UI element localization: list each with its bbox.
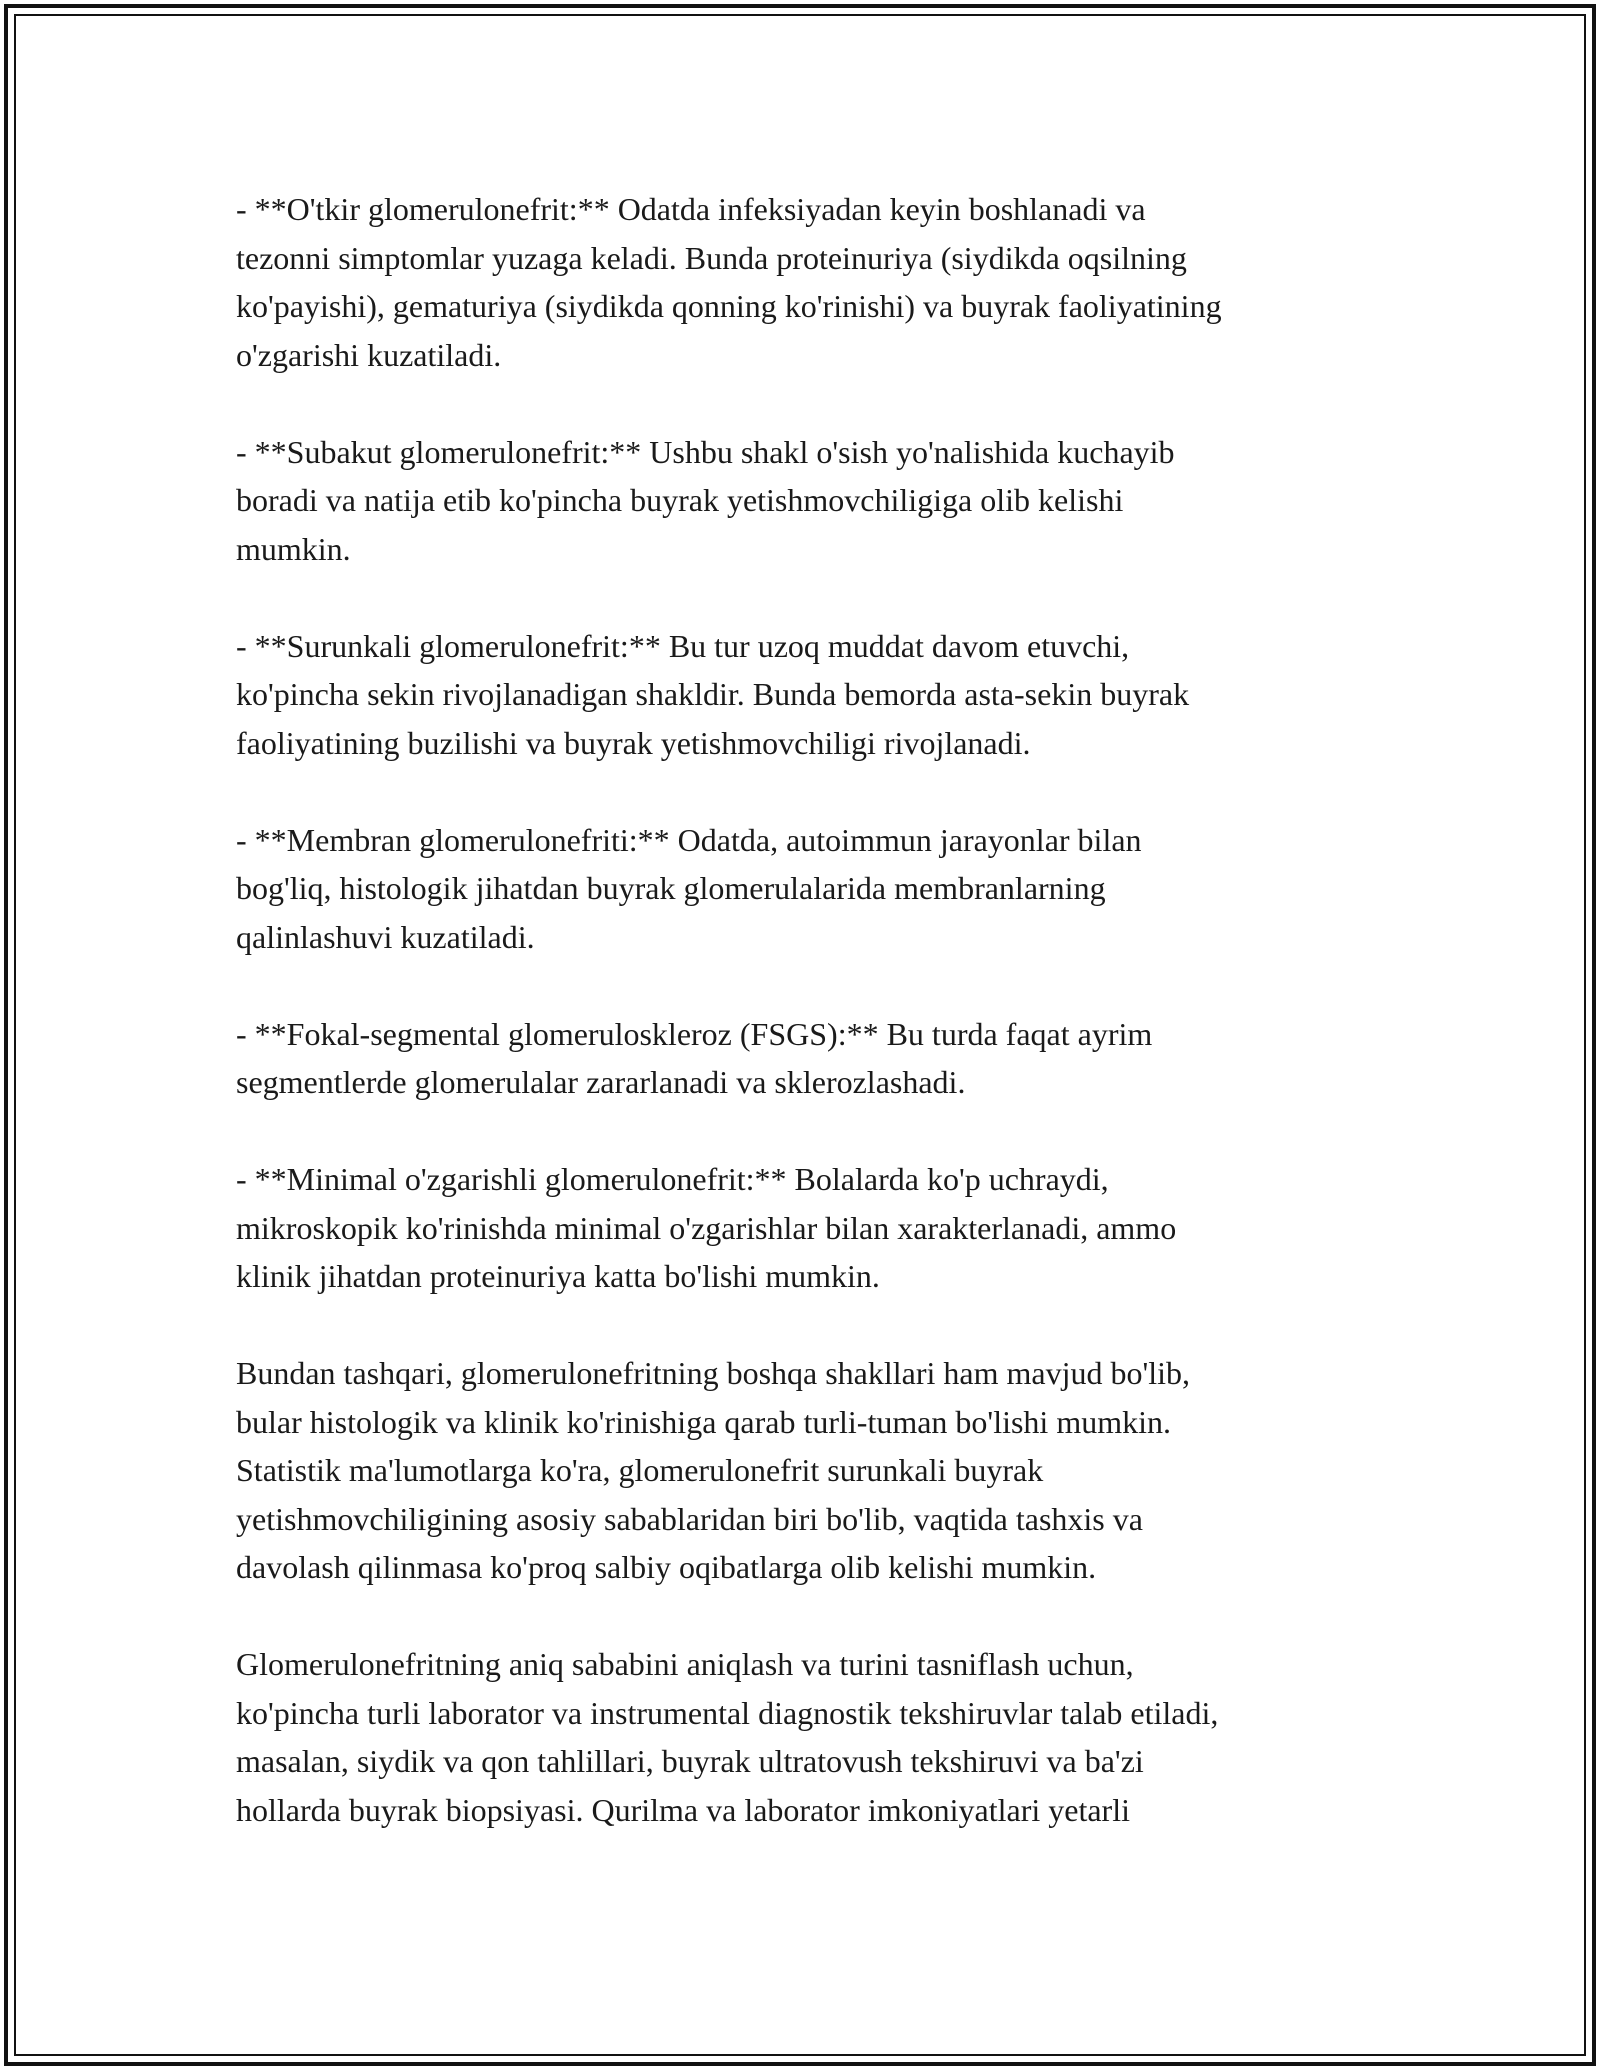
paragraph-subakut-glomerulonefrit: - **Subakut glomerulonefrit:** Ushbu shakl o'sish yo'nalishida kuchayib boradi va natija etib ko'pincha buyrak yetishmovchiligiga olib kelishi mumkin. [236, 433, 1175, 567]
paragraph-membran-glomerulonefriti: - **Membran glomerulonefriti:** Odatda, autoimmun jarayonlar bilan bog'liq, histologik jihatdan buyrak glomerulalarida membranlarning qalinlashuvi kuzatiladi. [236, 821, 1142, 955]
paragraph-fsgs: - **Fokal-segmental glomeruloskleroz (FSGS):** Bu turda faqat ayrim segmentlerde glomerulalar zararlanadi va sklerozlashadi. [236, 1015, 1153, 1100]
document-body [236, 185, 1386, 1834]
paragraph-minimal-ozgarishli: - **Minimal o'zgarishli glomerulonefrit:** Bolalarda ko'p uchraydi, mikroskopik ko'rinishda minimal o'zgarishlar bilan xarakterlanadi, ammo klinik jihatdan proteinuriya katta bo'lishi mumkin. [236, 1161, 1177, 1294]
paragraph-surunkali-glomerulonefrit: - **Surunkali glomerulonefrit:** Bu tur uzoq muddat davom etuvchi, ko'pincha sekin rivojlanadigan shakldir. Bunda bemorda asta-sekin buyrak faoliyatining buzilishi va buyrak yetishmovchiligi rivojlanadi. [236, 627, 1190, 761]
paragraph-diagnostika: Glomerulonefritning aniq sababini aniqlash va turini tasniflash uchun, ko'pincha turli laborator va instrumental diagnostik tekshiruvlar talab etiladi, masalan, siydik va qon tahlillari, buyrak ultratovush tekshiruvi va ba'zi hollarda buyrak biopsiyasi. Qurilma va laborator imkoniyatlari yetarli [236, 1646, 1219, 1828]
paragraph-otkir-glomerulonefrit: - **O'tkir glomerulonefrit:** Odatda infeksiyadan keyin boshlanadi va tezonni simptomlar yuzaga keladi. Bunda proteinuriya (siydikda oqsilning ko'payishi), gematuriya (siydikda qonning ko'rinishi) va buyrak faoliyatining o'zgarishi kuzatiladi. [236, 191, 1222, 373]
paragraph-boshqa-shakllar: Bundan tashqari, glomerulonefritning boshqa shakllari ham mavjud bo'lib, bular histologik va klinik ko'rinishiga qarab turli-tuman bo'lishi mumkin. Statistik ma'lumotlarga ko'ra, glomerulonefrit surunkali buyrak yetishmovchiligining asosiy sabablaridan biri bo'lib, vaqtida tashxis va davolash qilinmasa ko'proq salbiy oqibatlarga olib kelishi mumkin. [236, 1355, 1191, 1585]
